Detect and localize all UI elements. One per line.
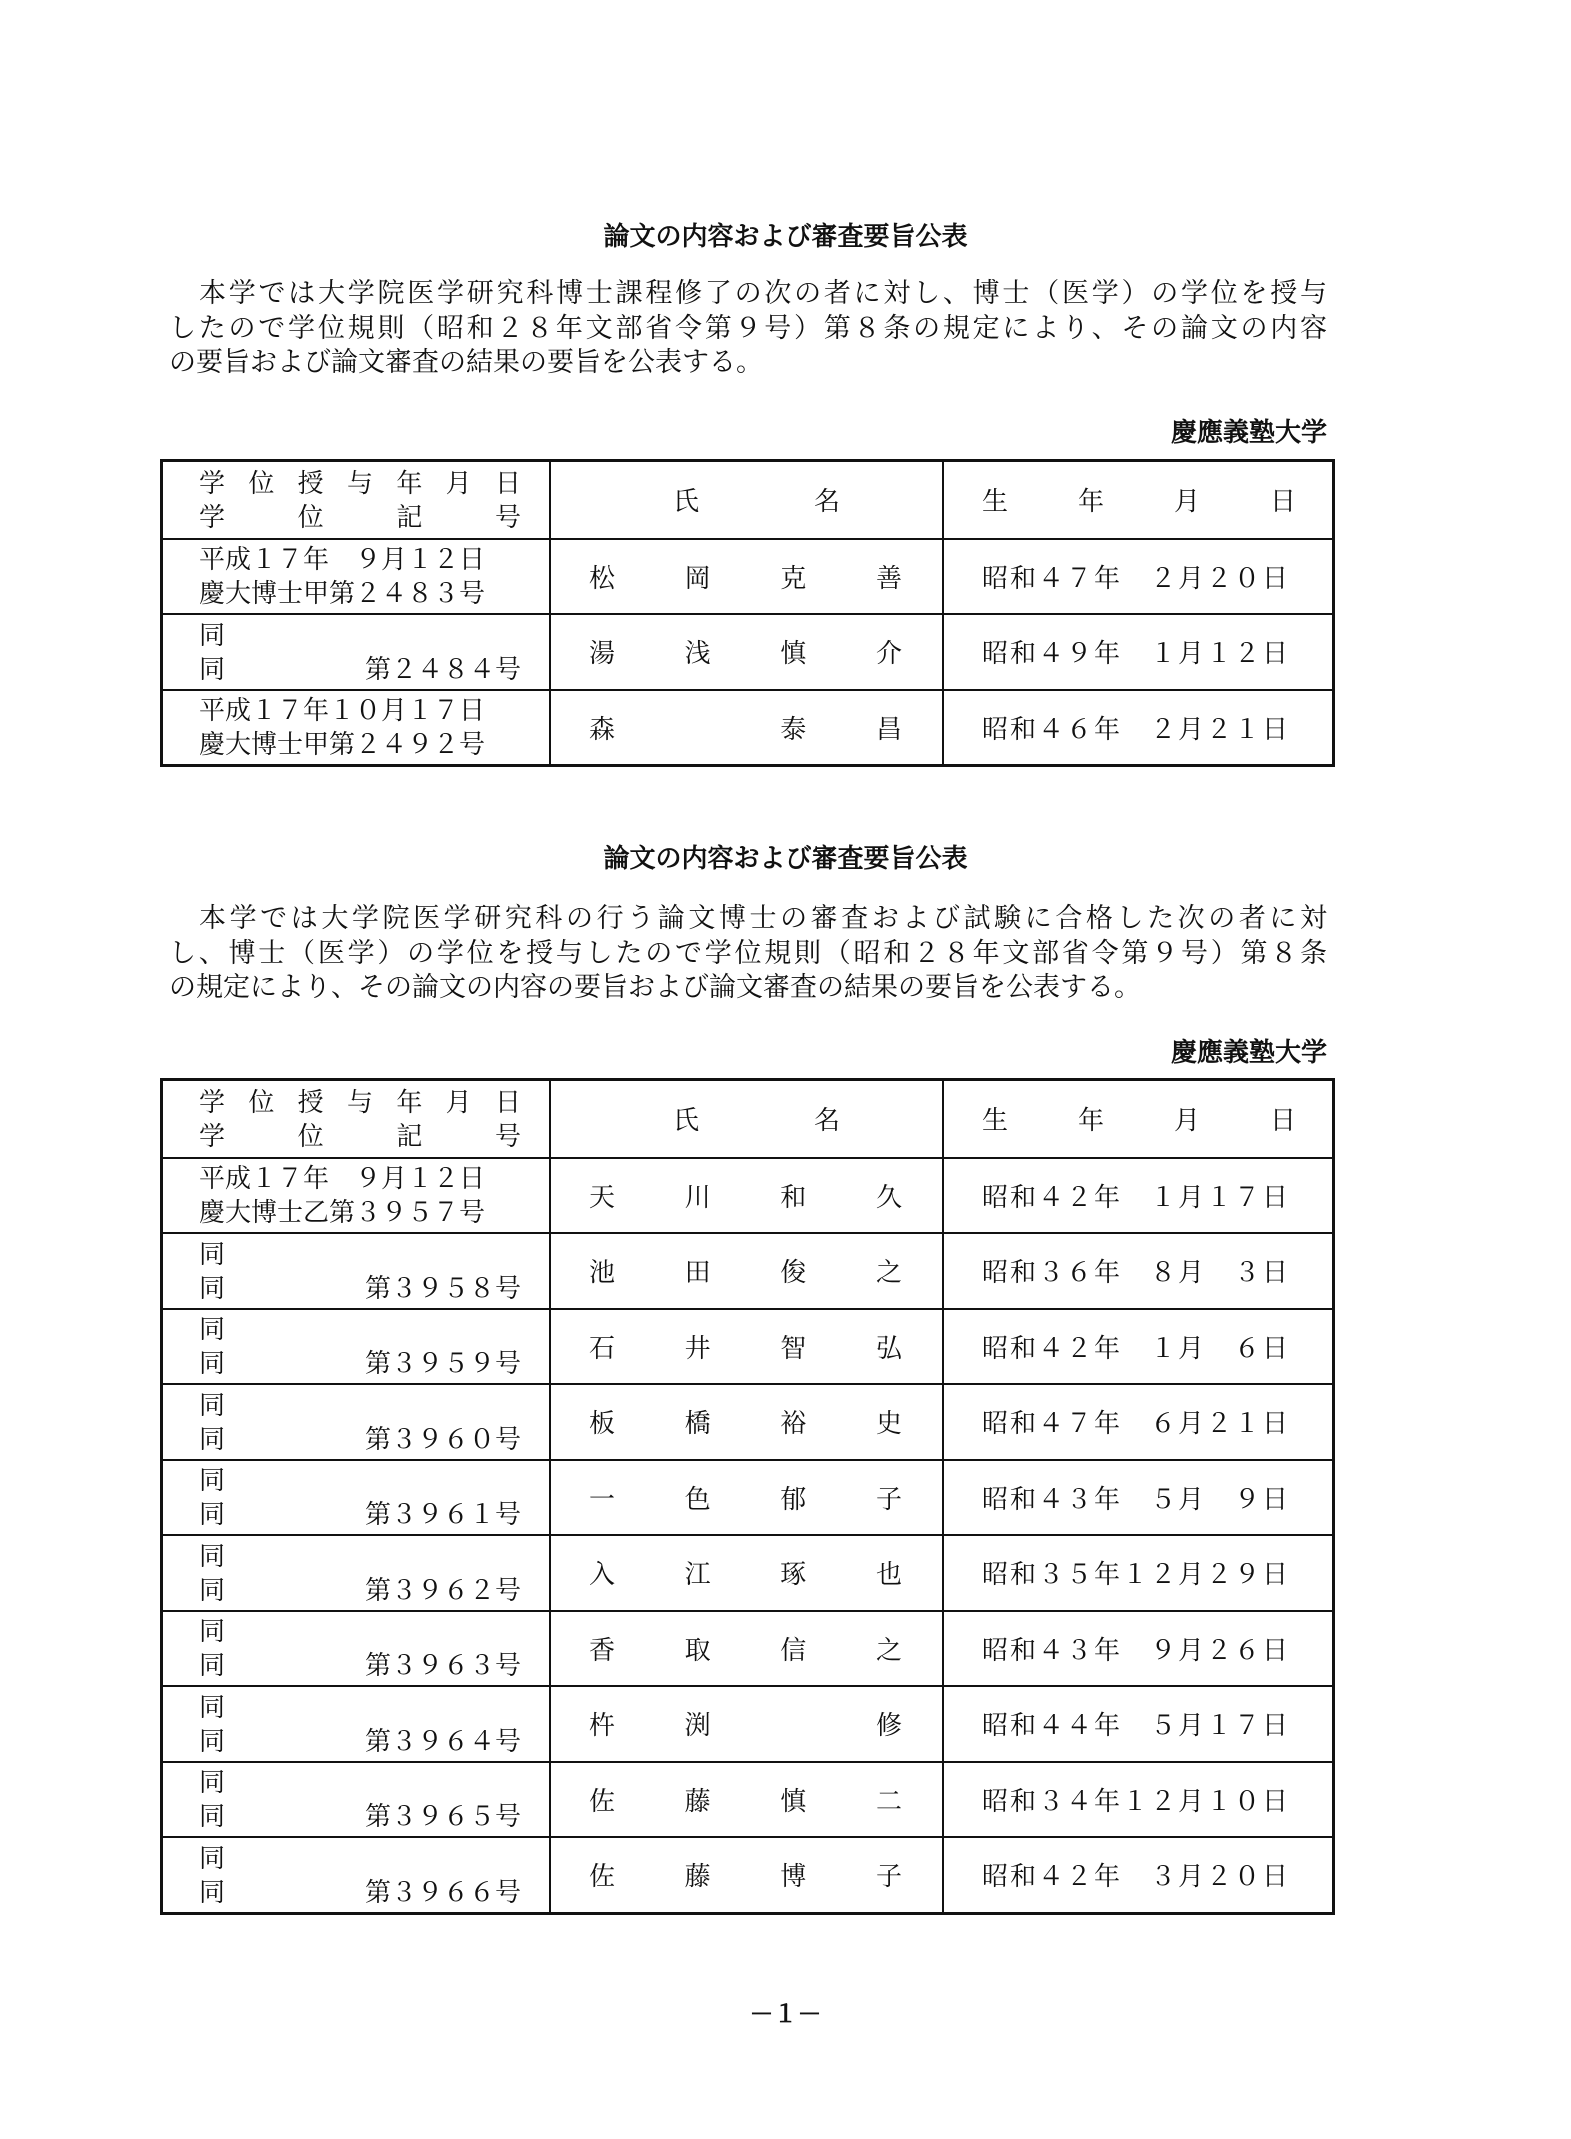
name-char: 二 [875, 1786, 902, 1817]
degree-number [199, 653, 521, 687]
header-char: 日 [494, 468, 521, 499]
name-char: 修 [875, 1711, 902, 1742]
degree-info-cell [163, 1536, 551, 1610]
header-char: 号 [494, 502, 521, 533]
degree-date [199, 1389, 521, 1423]
header-char: 名 [813, 1106, 840, 1137]
degree-number-left: 同 [199, 1500, 226, 1531]
degree-number-right: 第３９６１号 [364, 1500, 521, 1531]
birthdate-text: 昭和４２年 １月 ６日 [982, 1333, 1291, 1364]
degree-number-left: 同 [199, 1273, 226, 1304]
birthdate-text: 昭和４３年 ９月２６日 [982, 1635, 1291, 1666]
degree-number-right: 第３９６６号 [364, 1877, 521, 1908]
name-char: 香 [588, 1635, 615, 1666]
table-row [163, 1534, 1332, 1610]
header-char: 授 [297, 1087, 324, 1118]
table-header-row [163, 1081, 1332, 1157]
degree-date [199, 1313, 521, 1347]
header-line [199, 1086, 521, 1120]
name-char: 森 [588, 714, 615, 745]
degree-date-text: 同 [199, 1466, 226, 1497]
degree-number [199, 1423, 521, 1457]
table-row [163, 689, 1332, 765]
name-cell [551, 615, 944, 689]
name-char: 克 [780, 563, 807, 594]
header-char: 月 [1173, 1106, 1200, 1137]
birthdate-cell [944, 1687, 1332, 1761]
name-char: 江 [684, 1560, 711, 1591]
degree-date [199, 1464, 521, 1498]
header-char: 記 [396, 1121, 423, 1152]
degree-date-text: 同 [199, 1315, 226, 1346]
birthdate-text: 昭和３５年１２月２９日 [982, 1560, 1291, 1591]
name-char: 信 [780, 1635, 807, 1666]
degree-number [199, 1196, 521, 1230]
name-char: 杵 [588, 1711, 615, 1742]
table-row [163, 538, 1332, 614]
degree-date [199, 543, 521, 577]
name-char: 和 [780, 1182, 807, 1213]
header-char: 年 [1077, 1106, 1104, 1137]
degree-table [160, 459, 1335, 767]
degree-number-left: 同 [199, 1575, 226, 1606]
degree-table [160, 1078, 1335, 1915]
header-char: 位 [297, 1121, 324, 1152]
degree-date [199, 1238, 521, 1272]
header-char: 生 [982, 1106, 1009, 1137]
header-char: 授 [297, 468, 324, 499]
name-char: 石 [588, 1333, 615, 1364]
name-char: 松 [588, 563, 615, 594]
degree-number-right: 第３９６４号 [364, 1726, 521, 1757]
degree-date-text: 同 [199, 1239, 226, 1270]
degree-info-cell [163, 1612, 551, 1686]
paragraph-line: したので学位規則（昭和２８年文部省令第９号）第８条の規定により、その論文の内容 [169, 312, 1327, 344]
header-char: 年 [396, 468, 423, 499]
table-row [163, 1157, 1332, 1233]
name-char: 之 [875, 1258, 902, 1289]
name-char: 佐 [588, 1862, 615, 1893]
university-name: 慶應義塾大学 [1170, 418, 1327, 448]
degree-number [199, 1800, 521, 1834]
name-char: 也 [875, 1560, 902, 1591]
degree-info-cell [163, 1234, 551, 1308]
degree-info-cell [163, 540, 551, 614]
degree-number [199, 577, 521, 611]
header-char: 生 [982, 487, 1009, 518]
birthdate-cell [944, 1612, 1332, 1686]
degree-number-left: 同 [199, 1726, 226, 1757]
paragraph-line: の規定により、その論文の内容の要旨および論文審査の結果の要旨を公表する。 [169, 972, 1141, 1003]
name-char: 川 [684, 1182, 711, 1213]
table-row [163, 1383, 1332, 1459]
name-cell [551, 1461, 944, 1535]
name-char: 藤 [684, 1862, 711, 1893]
name-char: 天 [588, 1182, 615, 1213]
name-char: 井 [684, 1333, 711, 1364]
header-char: 月 [445, 1087, 472, 1118]
birthdate-text: 昭和４９年 １月１２日 [982, 639, 1291, 670]
degree-number [199, 1498, 521, 1532]
degree-info-cell [163, 1385, 551, 1459]
birthdate-text: 昭和４７年 ２月２０日 [982, 563, 1291, 594]
name-char: 琢 [780, 1560, 807, 1591]
degree-date-text: 同 [199, 1390, 226, 1421]
degree-date-text: 平成１７年１０月１７日 [199, 696, 486, 727]
name-cell [551, 1763, 944, 1837]
name-char: 佐 [588, 1786, 615, 1817]
birthdate-cell [944, 1159, 1332, 1233]
name-cell [551, 1159, 944, 1233]
degree-number [199, 728, 521, 762]
header-char: 氏 [672, 1106, 699, 1137]
name-char: 板 [588, 1409, 615, 1440]
header-char: 日 [1269, 487, 1296, 518]
name-char: 智 [780, 1333, 807, 1364]
header-char: 学 [199, 1121, 226, 1152]
degree-info-cell [163, 1159, 551, 1233]
header-char: 位 [248, 468, 275, 499]
degree-info-cell [163, 1461, 551, 1535]
degree-date-text: 同 [199, 1843, 226, 1874]
name-char: 俊 [780, 1258, 807, 1289]
birthdate-text: 昭和３４年１２月１０日 [982, 1786, 1291, 1817]
header-char: 学 [199, 1087, 226, 1118]
birthdate-cell [944, 691, 1332, 765]
degree-number-left: 同 [199, 654, 226, 685]
birthdate-cell [944, 1461, 1332, 1535]
birthdate-text: 昭和４２年 １月１７日 [982, 1182, 1291, 1213]
header-char: 月 [1173, 487, 1200, 518]
degree-number [199, 1272, 521, 1306]
name-char: 裕 [780, 1409, 807, 1440]
name-char: 泰 [780, 714, 807, 745]
name-char: 弘 [875, 1333, 902, 1364]
header-char: 記 [396, 502, 423, 533]
degree-number-right: 第３９５８号 [364, 1273, 521, 1304]
announcement-paragraph [169, 902, 1327, 1006]
name-char: 子 [875, 1862, 902, 1893]
header-char: 年 [396, 1087, 423, 1118]
name-cell [551, 1612, 944, 1686]
degree-number [199, 1876, 521, 1910]
degree-date [199, 1540, 521, 1574]
header-char: 号 [494, 1121, 521, 1152]
degree-date-text: 平成１７年 ９月１２日 [199, 545, 486, 576]
name-cell [551, 1385, 944, 1459]
name-char: 史 [875, 1409, 902, 1440]
name-char: 池 [588, 1258, 615, 1289]
birthdate-text: 昭和４２年 ３月２０日 [982, 1862, 1291, 1893]
name-char: 郁 [780, 1484, 807, 1515]
header-line [199, 501, 521, 535]
degree-date-text: 平成１７年 ９月１２日 [199, 1164, 486, 1195]
table-row [163, 1308, 1332, 1384]
name-char: 浅 [684, 639, 711, 670]
degree-info-cell [163, 1838, 551, 1912]
header-char: 与 [346, 468, 373, 499]
table-row [163, 1761, 1332, 1837]
birthdate-text: 昭和４６年 ２月２１日 [982, 714, 1291, 745]
birthdate-text: 昭和４３年 ５月 ９日 [982, 1484, 1291, 1515]
birthdate-cell [944, 1310, 1332, 1384]
degree-number-right: 第３９６２号 [364, 1575, 521, 1606]
birthdate-cell [944, 1763, 1332, 1837]
birthdate-text: 昭和３６年 ８月 ３日 [982, 1258, 1291, 1289]
name-cell [551, 540, 944, 614]
name-char: 慎 [780, 1786, 807, 1817]
degree-number [199, 1725, 521, 1759]
header-line [199, 467, 521, 501]
name-char: 田 [684, 1258, 711, 1289]
name-char: 介 [875, 639, 902, 670]
degree-date-text: 同 [199, 1541, 226, 1572]
degree-number-left: 同 [199, 1424, 226, 1455]
degree-date [199, 1615, 521, 1649]
name-cell [551, 691, 944, 765]
degree-number-right: 第２４８４号 [364, 654, 521, 685]
degree-number-left: 慶大博士甲第２４８３号 [199, 579, 486, 610]
header-line [199, 1120, 521, 1154]
name-char: 之 [875, 1635, 902, 1666]
degree-number-right: 第３９６０号 [364, 1424, 521, 1455]
header-char: 学 [199, 468, 226, 499]
university-name: 慶應義塾大学 [1170, 1038, 1327, 1068]
name-char: 取 [684, 1635, 711, 1666]
degree-date [199, 694, 521, 728]
degree-number-right: 第３９５９号 [364, 1349, 521, 1380]
name-char: 入 [588, 1560, 615, 1591]
degree-date-text: 同 [199, 1617, 226, 1648]
header-char: 学 [199, 502, 226, 533]
name-char: 昌 [875, 714, 902, 745]
degree-number-right: 第３９６５号 [364, 1802, 521, 1833]
table-row [163, 1685, 1332, 1761]
degree-number-left: 同 [199, 1349, 226, 1380]
degree-date-text: 同 [199, 620, 226, 651]
name-char: 藤 [684, 1786, 711, 1817]
table-row [163, 1836, 1332, 1912]
degree-info-cell [163, 615, 551, 689]
paragraph-line: 本学では大学院医学研究科の行う論文博士の審査および試験に合格した次の者に対 [199, 903, 1327, 934]
page-number: －１－ [749, 2000, 822, 2028]
header-line [982, 1100, 1296, 1137]
name-char: 渕 [684, 1711, 711, 1742]
header-birthdate [944, 1081, 1332, 1157]
header-char: 位 [297, 502, 324, 533]
name-cell [551, 1536, 944, 1610]
header-name [551, 462, 944, 538]
birthdate-cell [944, 615, 1332, 689]
degree-info-cell [163, 691, 551, 765]
degree-date [199, 1842, 521, 1876]
header-char: 日 [494, 1087, 521, 1118]
degree-number [199, 1347, 521, 1381]
degree-number-left: 同 [199, 1651, 226, 1682]
degree-date-text: 同 [199, 1768, 226, 1799]
name-cell [551, 1310, 944, 1384]
table-header-row [163, 462, 1332, 538]
table-row [163, 613, 1332, 689]
birthdate-cell [944, 540, 1332, 614]
degree-number-right: 第３９６３号 [364, 1651, 521, 1682]
name-cell [551, 1234, 944, 1308]
degree-number [199, 1574, 521, 1608]
degree-number [199, 1649, 521, 1683]
header-birthdate [944, 462, 1332, 538]
paragraph-line: の要旨および論文審査の結果の要旨を公表する。 [169, 347, 763, 378]
header-degree-date-number [163, 462, 551, 538]
header-char: 月 [445, 468, 472, 499]
name-char: 岡 [684, 563, 711, 594]
birthdate-cell [944, 1234, 1332, 1308]
name-char: 橋 [684, 1409, 711, 1440]
header-char: 氏 [672, 487, 699, 518]
name-char: 子 [875, 1484, 902, 1515]
header-char: 位 [248, 1087, 275, 1118]
name-char: 博 [780, 1862, 807, 1893]
name-char: 一 [588, 1484, 615, 1515]
degree-date [199, 1162, 521, 1196]
table-row [163, 1232, 1332, 1308]
birthdate-text: 昭和４７年 ６月２１日 [982, 1409, 1291, 1440]
name-char: 善 [875, 563, 902, 594]
degree-number-left: 慶大博士甲第２４９２号 [199, 730, 486, 761]
header-char: 年 [1077, 487, 1104, 518]
name-cell [551, 1838, 944, 1912]
degree-info-cell [163, 1763, 551, 1837]
header-degree-date-number [163, 1081, 551, 1157]
name-char: 久 [875, 1182, 902, 1213]
name-char: 湯 [588, 639, 615, 670]
degree-number-left: 同 [199, 1802, 226, 1833]
header-line [982, 481, 1296, 518]
announcement-paragraph [169, 277, 1327, 381]
degree-info-cell [163, 1310, 551, 1384]
paragraph-line: し、博士（医学）の学位を授与したので学位規則（昭和２８年文部省令第９号）第８条 [169, 937, 1327, 969]
section-title: 論文の内容および審査要旨公表 [603, 844, 968, 874]
header-char: 日 [1269, 1106, 1296, 1137]
table-row [163, 1610, 1332, 1686]
birthdate-cell [944, 1838, 1332, 1912]
name-char: 色 [684, 1484, 711, 1515]
degree-number-left: 同 [199, 1877, 226, 1908]
header-char: 与 [346, 1087, 373, 1118]
degree-info-cell [163, 1687, 551, 1761]
name-cell [551, 1687, 944, 1761]
degree-date [199, 1691, 521, 1725]
degree-date [199, 1766, 521, 1800]
table-row [163, 1459, 1332, 1535]
header-name [551, 1081, 944, 1157]
header-char: 名 [813, 487, 840, 518]
degree-number-left: 慶大博士乙第３９５７号 [199, 1198, 486, 1229]
paragraph-line: 本学では大学院医学研究科博士課程修了の次の者に対し、博士（医学）の学位を授与 [199, 278, 1327, 309]
name-char: 慎 [780, 639, 807, 670]
degree-date-text: 同 [199, 1692, 226, 1723]
birthdate-cell [944, 1536, 1332, 1610]
birthdate-text: 昭和４４年 ５月１７日 [982, 1711, 1291, 1742]
section-title: 論文の内容および審査要旨公表 [603, 222, 968, 252]
birthdate-cell [944, 1385, 1332, 1459]
degree-date [199, 619, 521, 653]
